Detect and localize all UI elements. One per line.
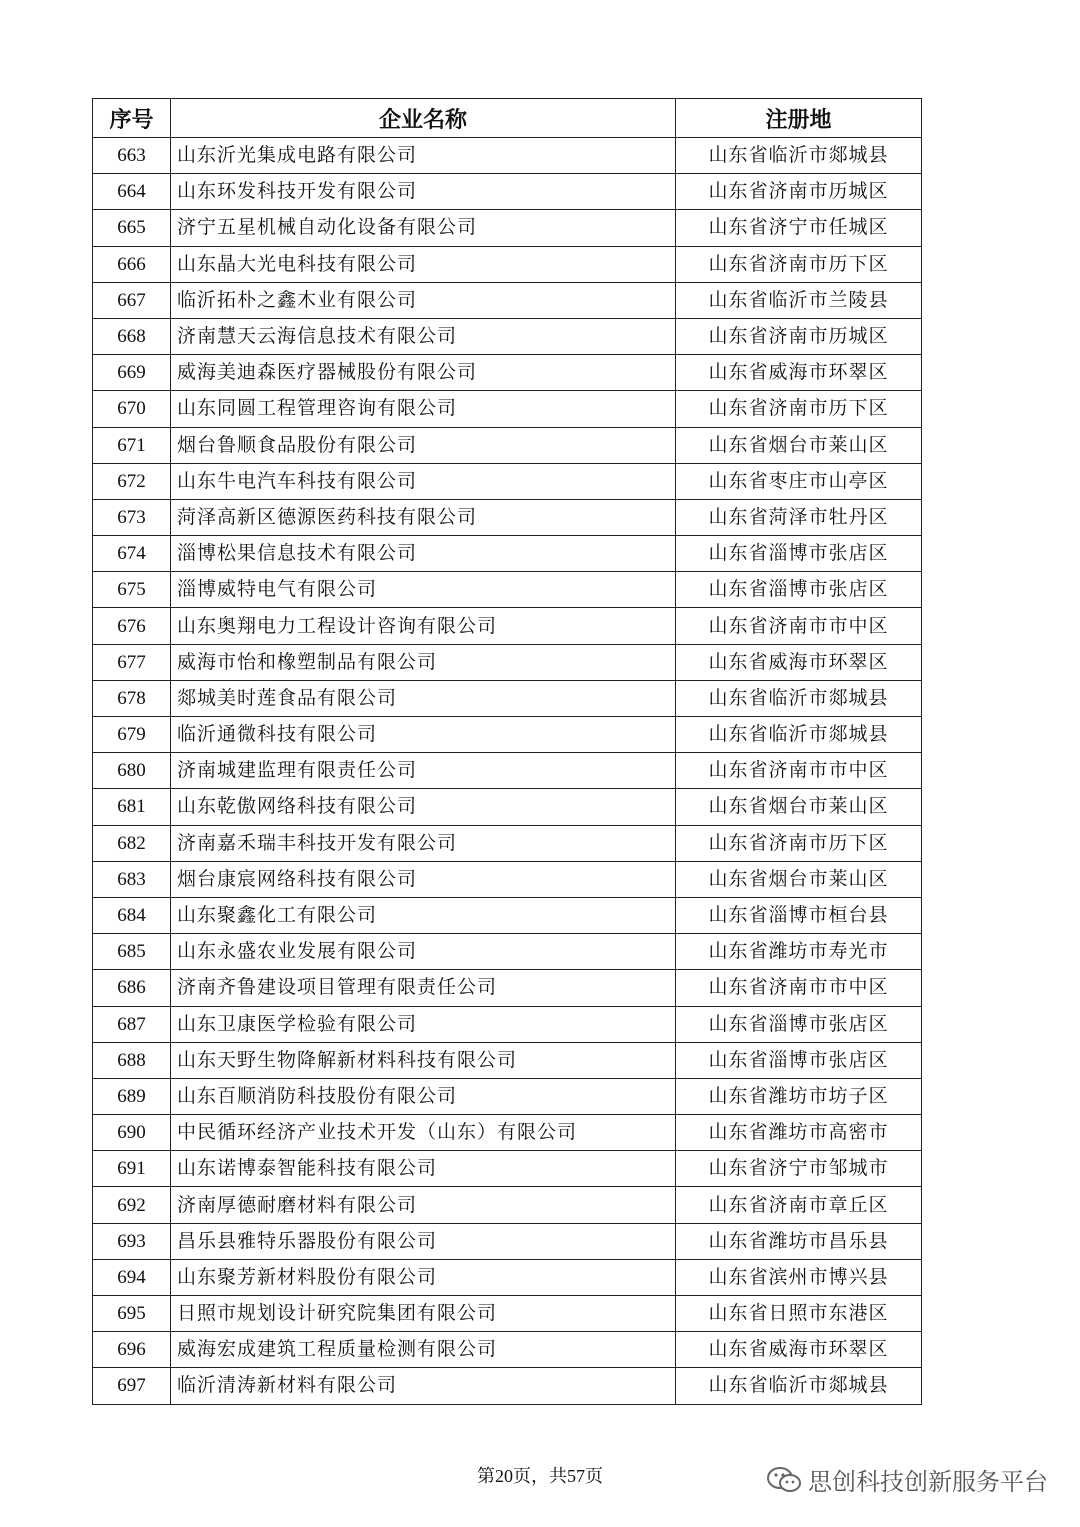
row-company-name: 烟台康宸网络科技有限公司 — [171, 861, 676, 897]
row-company-name: 山东环发科技开发有限公司 — [171, 174, 676, 210]
row-registration-place: 山东省临沂市郯城县 — [676, 717, 922, 753]
row-registration-place: 山东省烟台市莱山区 — [676, 427, 922, 463]
row-seq: 668 — [93, 318, 171, 354]
row-registration-place: 山东省威海市环翠区 — [676, 1332, 922, 1368]
row-seq: 683 — [93, 861, 171, 897]
row-seq: 689 — [93, 1078, 171, 1114]
row-company-name: 济宁五星机械自动化设备有限公司 — [171, 210, 676, 246]
table-row — [93, 1115, 922, 1151]
row-registration-place: 山东省济南市市中区 — [676, 608, 922, 644]
row-registration-place: 山东省济南市市中区 — [676, 970, 922, 1006]
table-row — [93, 355, 922, 391]
row-registration-place: 山东省烟台市莱山区 — [676, 789, 922, 825]
row-seq: 666 — [93, 246, 171, 282]
row-seq: 678 — [93, 680, 171, 716]
row-registration-place: 山东省临沂市郯城县 — [676, 138, 922, 174]
row-company-name: 山东沂光集成电路有限公司 — [171, 138, 676, 174]
row-company-name: 山东乾傲网络科技有限公司 — [171, 789, 676, 825]
row-registration-place: 山东省济南市历城区 — [676, 174, 922, 210]
row-company-name: 山东奥翔电力工程设计咨询有限公司 — [171, 608, 676, 644]
row-company-name: 淄博威特电气有限公司 — [171, 572, 676, 608]
table-row — [93, 1187, 922, 1223]
row-registration-place: 山东省临沂市郯城县 — [676, 680, 922, 716]
row-seq: 691 — [93, 1151, 171, 1187]
row-company-name: 昌乐县雅特乐器股份有限公司 — [171, 1223, 676, 1259]
row-seq: 679 — [93, 717, 171, 753]
header-seq: 序号 — [93, 99, 171, 138]
row-registration-place: 山东省潍坊市寿光市 — [676, 934, 922, 970]
table-row — [93, 753, 922, 789]
row-seq: 693 — [93, 1223, 171, 1259]
row-registration-place: 山东省淄博市张店区 — [676, 1006, 922, 1042]
row-company-name: 济南慧天云海信息技术有限公司 — [171, 318, 676, 354]
row-seq: 695 — [93, 1296, 171, 1332]
table-row — [93, 1151, 922, 1187]
header-company-name: 企业名称 — [171, 99, 676, 138]
table-row — [93, 1223, 922, 1259]
row-seq: 697 — [93, 1368, 171, 1404]
enterprise-table — [92, 98, 922, 1405]
enterprise-table-container — [92, 98, 921, 1405]
row-seq: 670 — [93, 391, 171, 427]
row-registration-place: 山东省枣庄市山亭区 — [676, 463, 922, 499]
row-company-name: 郯城美时莲食品有限公司 — [171, 680, 676, 716]
table-row — [93, 536, 922, 572]
row-company-name: 威海市怡和橡塑制品有限公司 — [171, 644, 676, 680]
row-company-name: 临沂拓朴之鑫木业有限公司 — [171, 282, 676, 318]
row-company-name: 山东诺博泰智能科技有限公司 — [171, 1151, 676, 1187]
table-row — [93, 1368, 922, 1404]
row-registration-place: 山东省济南市历下区 — [676, 391, 922, 427]
row-company-name: 山东同圆工程管理咨询有限公司 — [171, 391, 676, 427]
row-registration-place: 山东省济南市市中区 — [676, 753, 922, 789]
row-registration-place: 山东省淄博市张店区 — [676, 1042, 922, 1078]
row-registration-place: 山东省菏泽市牡丹区 — [676, 499, 922, 535]
row-seq: 687 — [93, 1006, 171, 1042]
row-company-name: 淄博松果信息技术有限公司 — [171, 536, 676, 572]
row-seq: 671 — [93, 427, 171, 463]
row-registration-place: 山东省临沂市兰陵县 — [676, 282, 922, 318]
wechat-icon — [766, 1466, 802, 1494]
table-header-row — [93, 99, 922, 138]
table-row — [93, 897, 922, 933]
row-seq: 692 — [93, 1187, 171, 1223]
table-row — [93, 572, 922, 608]
row-registration-place: 山东省临沂市郯城县 — [676, 1368, 922, 1404]
row-seq: 669 — [93, 355, 171, 391]
row-seq: 696 — [93, 1332, 171, 1368]
table-row — [93, 391, 922, 427]
row-company-name: 山东永盛农业发展有限公司 — [171, 934, 676, 970]
row-seq: 677 — [93, 644, 171, 680]
row-registration-place: 山东省济南市章丘区 — [676, 1187, 922, 1223]
row-seq: 672 — [93, 463, 171, 499]
table-row — [93, 246, 922, 282]
table-row — [93, 970, 922, 1006]
row-registration-place: 山东省威海市环翠区 — [676, 644, 922, 680]
row-seq: 667 — [93, 282, 171, 318]
row-registration-place: 山东省济宁市任城区 — [676, 210, 922, 246]
header-registration-place: 注册地 — [676, 99, 922, 138]
row-seq: 674 — [93, 536, 171, 572]
row-company-name: 山东百顺消防科技股份有限公司 — [171, 1078, 676, 1114]
row-company-name: 临沂清涛新材料有限公司 — [171, 1368, 676, 1404]
row-registration-place: 山东省烟台市莱山区 — [676, 861, 922, 897]
row-seq: 664 — [93, 174, 171, 210]
table-row — [93, 499, 922, 535]
page-number: 第20页，共57页 — [477, 1466, 603, 1486]
table-row — [93, 717, 922, 753]
row-registration-place: 山东省潍坊市坊子区 — [676, 1078, 922, 1114]
row-company-name: 临沂通微科技有限公司 — [171, 717, 676, 753]
row-company-name: 日照市规划设计研究院集团有限公司 — [171, 1296, 676, 1332]
watermark-text: 思创科技创新服务平台 — [808, 1468, 1048, 1496]
table-row — [93, 789, 922, 825]
row-company-name: 济南城建监理有限责任公司 — [171, 753, 676, 789]
row-company-name: 中民循环经济产业技术开发（山东）有限公司 — [171, 1115, 676, 1151]
table-row — [93, 1042, 922, 1078]
row-registration-place: 山东省淄博市张店区 — [676, 536, 922, 572]
table-row — [93, 1296, 922, 1332]
row-company-name: 威海美迪森医疗器械股份有限公司 — [171, 355, 676, 391]
row-registration-place: 山东省威海市环翠区 — [676, 355, 922, 391]
row-seq: 688 — [93, 1042, 171, 1078]
table-row — [93, 318, 922, 354]
table-row — [93, 934, 922, 970]
row-registration-place: 山东省潍坊市高密市 — [676, 1115, 922, 1151]
row-seq: 682 — [93, 825, 171, 861]
row-seq: 685 — [93, 934, 171, 970]
table-row — [93, 1006, 922, 1042]
table-row — [93, 174, 922, 210]
table-row — [93, 861, 922, 897]
row-seq: 676 — [93, 608, 171, 644]
row-seq: 680 — [93, 753, 171, 789]
row-seq: 681 — [93, 789, 171, 825]
row-seq: 665 — [93, 210, 171, 246]
row-registration-place: 山东省济宁市邹城市 — [676, 1151, 922, 1187]
table-row — [93, 644, 922, 680]
row-company-name: 菏泽高新区德源医药科技有限公司 — [171, 499, 676, 535]
row-company-name: 山东牛电汽车科技有限公司 — [171, 463, 676, 499]
row-company-name: 烟台鲁顺食品股份有限公司 — [171, 427, 676, 463]
table-row — [93, 1259, 922, 1295]
watermark — [766, 1462, 1048, 1497]
row-company-name: 济南嘉禾瑞丰科技开发有限公司 — [171, 825, 676, 861]
row-seq: 663 — [93, 138, 171, 174]
row-seq: 673 — [93, 499, 171, 535]
row-company-name: 山东晶大光电科技有限公司 — [171, 246, 676, 282]
row-registration-place: 山东省滨州市博兴县 — [676, 1259, 922, 1295]
row-company-name: 威海宏成建筑工程质量检测有限公司 — [171, 1332, 676, 1368]
table-row — [93, 282, 922, 318]
table-row — [93, 427, 922, 463]
table-row — [93, 680, 922, 716]
row-seq: 675 — [93, 572, 171, 608]
row-seq: 686 — [93, 970, 171, 1006]
row-registration-place: 山东省潍坊市昌乐县 — [676, 1223, 922, 1259]
table-row — [93, 138, 922, 174]
row-company-name: 山东聚芳新材料股份有限公司 — [171, 1259, 676, 1295]
row-registration-place: 山东省淄博市桓台县 — [676, 897, 922, 933]
row-company-name: 济南厚德耐磨材料有限公司 — [171, 1187, 676, 1223]
table-row — [93, 463, 922, 499]
row-registration-place: 山东省日照市东港区 — [676, 1296, 922, 1332]
row-company-name: 山东天野生物降解新材料科技有限公司 — [171, 1042, 676, 1078]
row-registration-place: 山东省济南市历下区 — [676, 825, 922, 861]
row-company-name: 济南齐鲁建设项目管理有限责任公司 — [171, 970, 676, 1006]
row-company-name: 山东卫康医学检验有限公司 — [171, 1006, 676, 1042]
row-registration-place: 山东省济南市历下区 — [676, 246, 922, 282]
table-body — [93, 138, 922, 1405]
row-company-name: 山东聚鑫化工有限公司 — [171, 897, 676, 933]
table-row — [93, 210, 922, 246]
row-registration-place: 山东省淄博市张店区 — [676, 572, 922, 608]
row-seq: 690 — [93, 1115, 171, 1151]
row-seq: 694 — [93, 1259, 171, 1295]
table-row — [93, 1332, 922, 1368]
table-row — [93, 825, 922, 861]
table-row — [93, 1078, 922, 1114]
table-row — [93, 608, 922, 644]
row-seq: 684 — [93, 897, 171, 933]
row-registration-place: 山东省济南市历城区 — [676, 318, 922, 354]
